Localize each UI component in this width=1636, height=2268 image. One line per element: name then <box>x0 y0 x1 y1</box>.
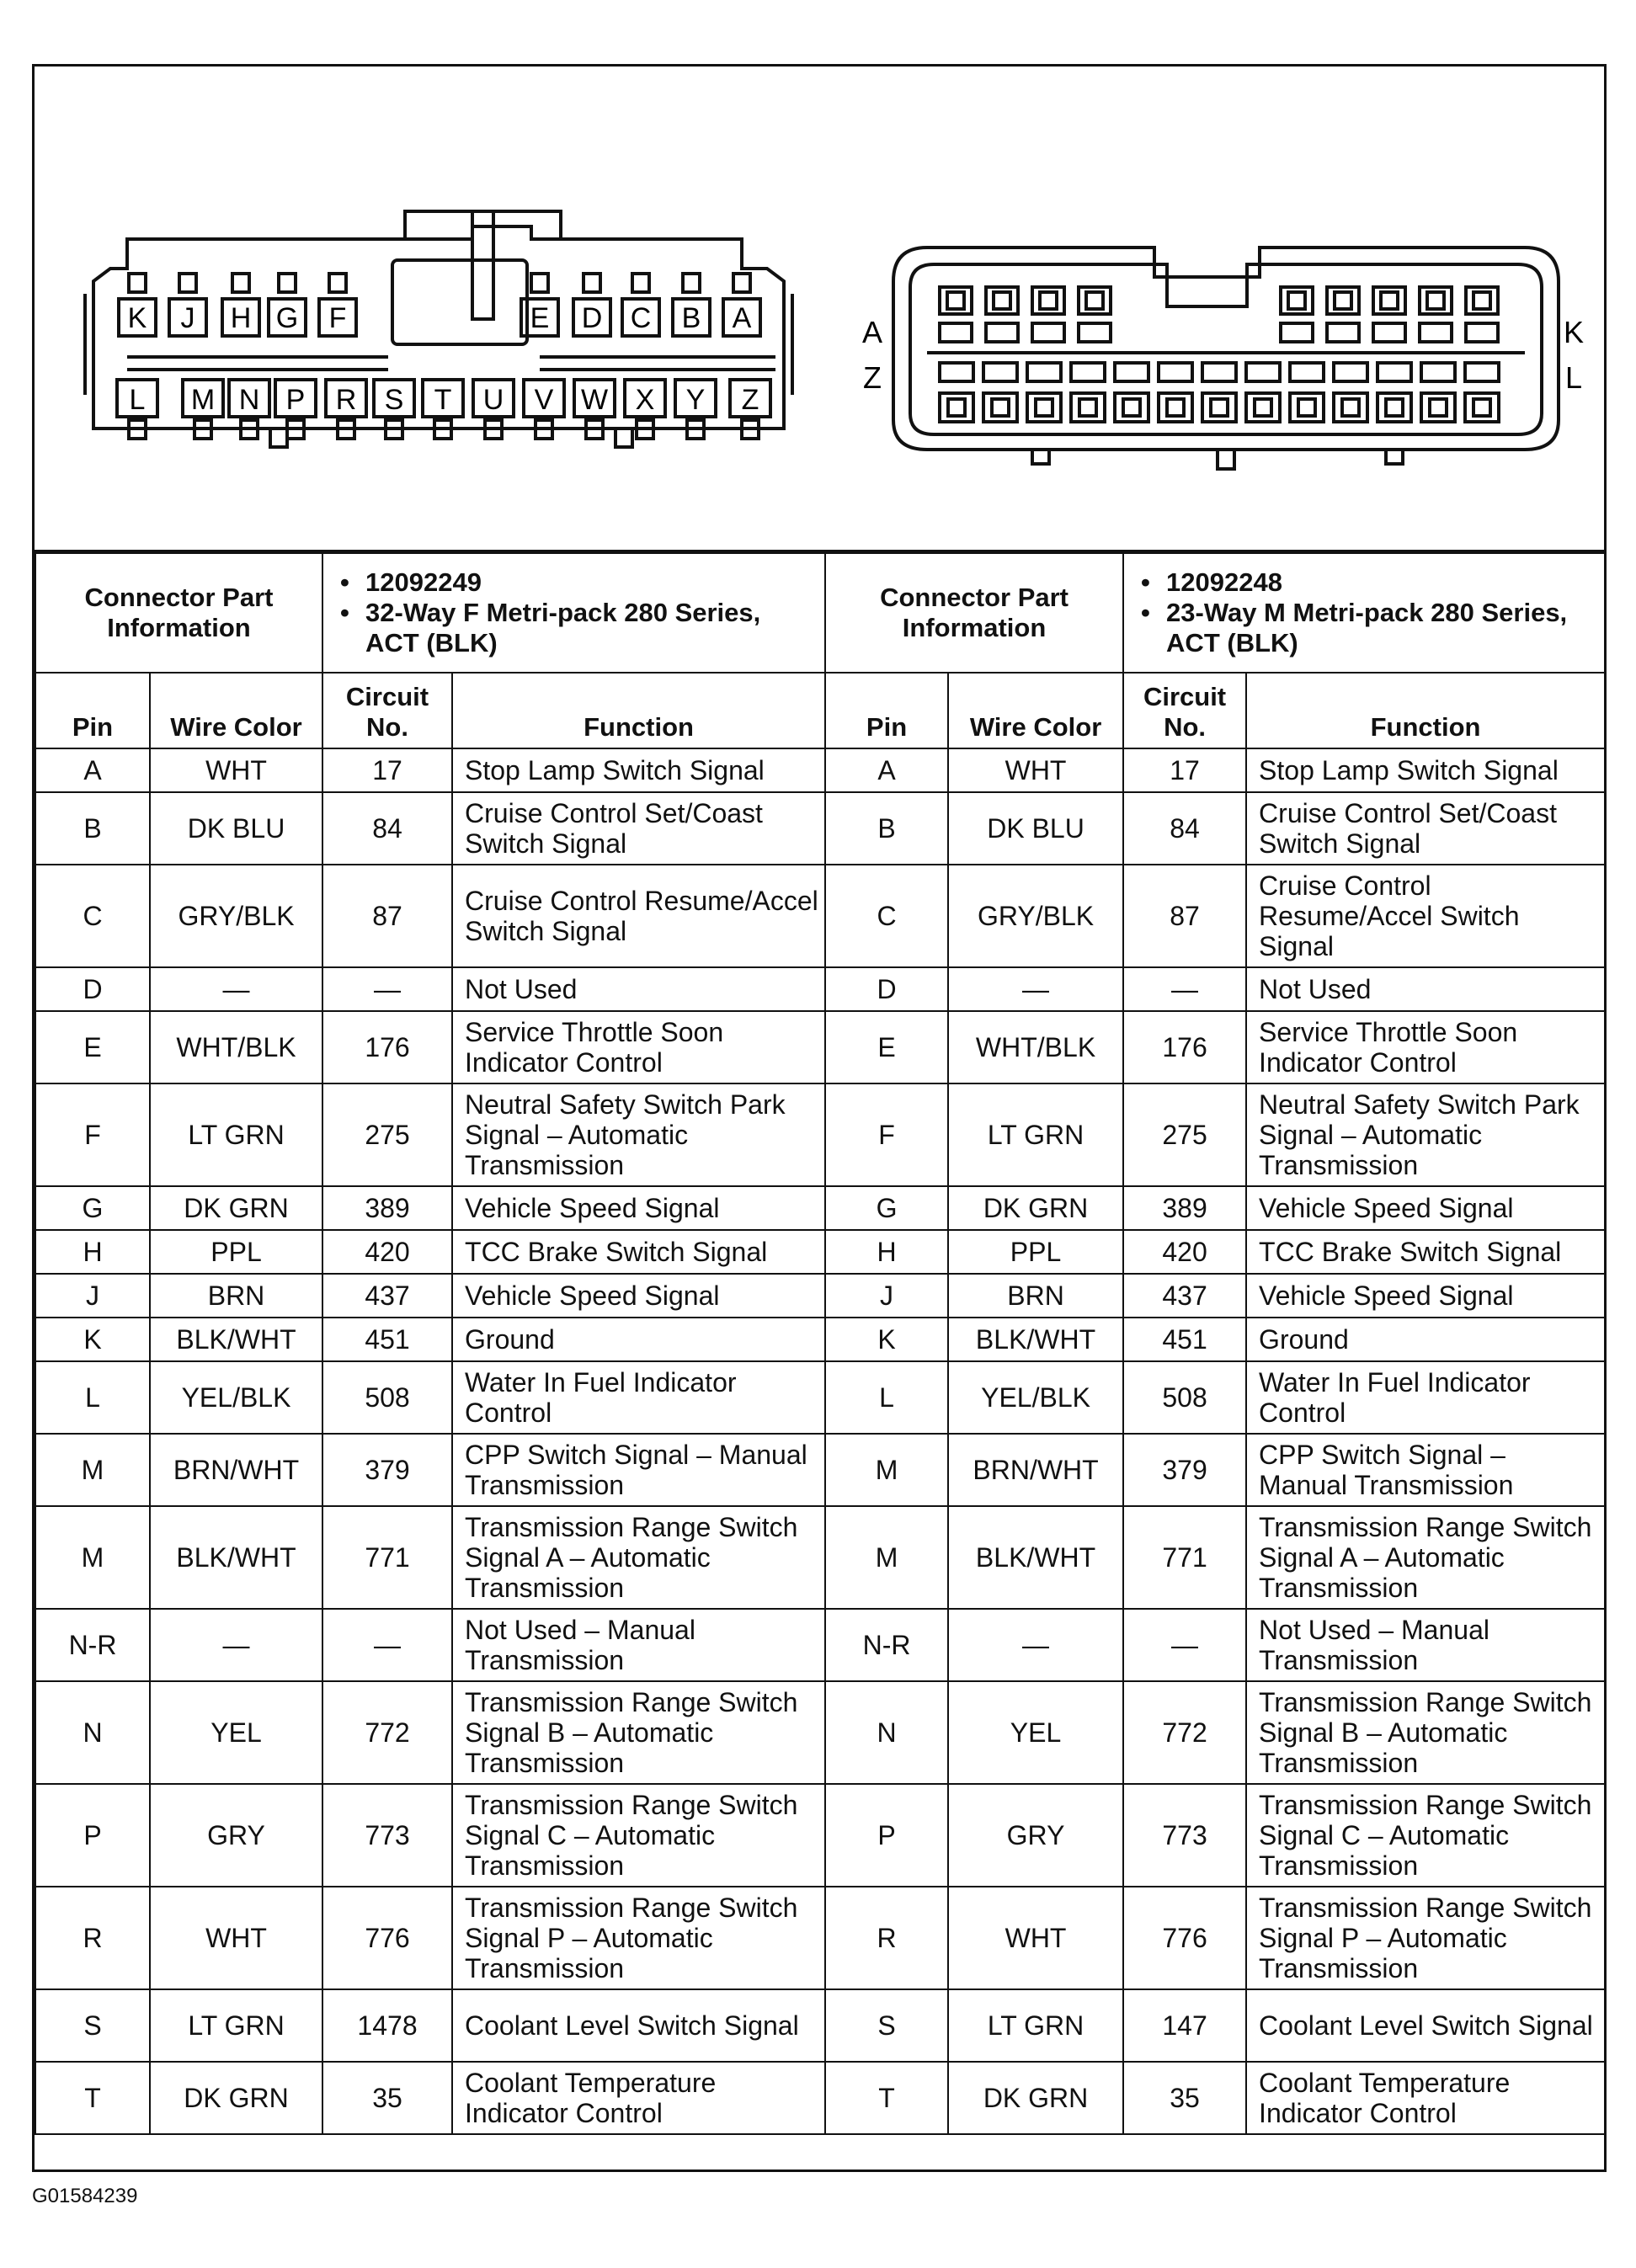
wire-color-cell-right: WHT <box>948 748 1123 792</box>
pin-label-bottom: Z <box>741 384 759 416</box>
pin-cell-right: S <box>825 1989 948 2062</box>
wire-color-cell-right: BLK/WHT <box>948 1318 1123 1361</box>
part-info-label-left: Connector Part Information <box>35 553 322 673</box>
pin-cavity-inner <box>1430 399 1447 416</box>
pin-label-bottom: P <box>285 384 306 416</box>
pin-cell-left: T <box>35 2062 150 2134</box>
circuit-cell-right: 17 <box>1123 748 1246 792</box>
function-cell-left: Neutral Safety Switch Park Signal – Automatic Transmission <box>452 1083 825 1186</box>
pin-cell-left: C <box>35 865 150 967</box>
pin-label-top: B <box>681 302 701 334</box>
pin-cell-right: H <box>825 1230 948 1274</box>
function-cell-right: Transmission Range Switch Signal P – Automatic Transmission <box>1246 1887 1605 1989</box>
pin-cell-left: P <box>35 1784 150 1887</box>
wire-color-cell-left: PPL <box>150 1230 322 1274</box>
pin-cell-left: L <box>35 1361 150 1434</box>
pin-cell-left: A <box>35 748 150 792</box>
part-description-right: • 23-Way M Metri-pack 280 Series, ACT (BLK) <box>1166 598 1599 658</box>
pin-tab-top <box>279 274 296 292</box>
pin-label-bottom: U <box>482 384 504 416</box>
pin-cavity-inner <box>1335 292 1351 309</box>
pin-cavity-inner <box>1211 399 1228 416</box>
circuit-cell-left: 771 <box>322 1506 452 1609</box>
connector-left <box>85 211 792 447</box>
circuit-cell-right: 773 <box>1123 1784 1246 1887</box>
wire-color-cell-left: BLK/WHT <box>150 1318 322 1361</box>
circuit-cell-right: 437 <box>1123 1274 1246 1318</box>
function-cell-left: Not Used <box>452 967 825 1011</box>
pin-tab-top <box>632 274 649 292</box>
pin-slot <box>1334 363 1367 381</box>
circuit-cell-right: 420 <box>1123 1230 1246 1274</box>
col-circuit-left: Circuit No. <box>322 673 452 748</box>
cavity-label-top-left: A <box>861 315 883 349</box>
pin-cell-left: B <box>35 792 150 865</box>
pin-slot <box>1115 363 1148 381</box>
pin-cell-left: S <box>35 1989 150 2062</box>
pin-slot <box>1420 323 1452 342</box>
circuit-cell-left: 379 <box>322 1434 452 1506</box>
pin-cavity-inner <box>948 399 965 416</box>
pin-cavity-inner <box>1079 399 1096 416</box>
pin-cell-left: R <box>35 1887 150 1989</box>
pin-label-top: A <box>732 302 752 334</box>
wire-color-cell-right: DK GRN <box>948 2062 1123 2134</box>
header-row-columns <box>35 673 1605 748</box>
circuit-cell-left: 508 <box>322 1361 452 1434</box>
pin-cell-left: G <box>35 1186 150 1230</box>
pin-cell-right: L <box>825 1361 948 1434</box>
pin-cell-right: D <box>825 967 948 1011</box>
pin-slot <box>940 363 973 381</box>
pin-label-top: K <box>127 302 147 334</box>
cavity-label-top-right: K <box>1563 315 1585 349</box>
pinout-rows <box>35 748 1605 2134</box>
connector-right <box>862 248 1584 469</box>
pin-cell-left: K <box>35 1318 150 1361</box>
function-cell-left: Not Used – Manual Transmission <box>452 1609 825 1681</box>
table-row <box>35 1887 1605 1989</box>
table-row <box>35 1083 1605 1186</box>
connector-right-latch <box>1167 269 1247 294</box>
table-row <box>35 967 1605 1011</box>
pin-cell-right: T <box>825 2062 948 2134</box>
pin-cell-left: D <box>35 967 150 1011</box>
function-cell-right: Not Used <box>1246 967 1605 1011</box>
circuit-cell-left: 773 <box>322 1784 452 1887</box>
pin-cell-right: G <box>825 1186 948 1230</box>
circuit-cell-left: — <box>322 1609 452 1681</box>
pin-cell-left: H <box>35 1230 150 1274</box>
circuit-cell-left: 389 <box>322 1186 452 1230</box>
wire-color-cell-left: DK GRN <box>150 1186 322 1230</box>
function-cell-right: Transmission Range Switch Signal A – Automatic Transmission <box>1246 1506 1605 1609</box>
col-circuit-right: Circuit No. <box>1123 673 1246 748</box>
function-cell-right: Vehicle Speed Signal <box>1246 1274 1605 1318</box>
pin-label-bottom: T <box>434 384 452 416</box>
col-pin-left: Pin <box>35 673 150 748</box>
circuit-cell-left: 35 <box>322 2062 452 2134</box>
function-cell-left: Stop Lamp Switch Signal <box>452 748 825 792</box>
pin-slot <box>1465 363 1499 381</box>
pin-label-top: G <box>275 302 299 334</box>
col-wire-color-right: Wire Color <box>948 673 1123 748</box>
part-info-label-right: Connector Part Information <box>825 553 1123 673</box>
wire-color-cell-left: LT GRN <box>150 1083 322 1186</box>
pin-cell-left: F <box>35 1083 150 1186</box>
wire-color-cell-left: WHT <box>150 1887 322 1989</box>
table-row <box>35 2062 1605 2134</box>
table-row <box>35 1784 1605 1887</box>
header-row-part <box>35 553 1605 673</box>
table-row <box>35 748 1605 792</box>
pin-cavity-inner <box>994 292 1010 309</box>
function-cell-left: Coolant Temperature Indicator Control <box>452 2062 825 2134</box>
pin-cell-right: R <box>825 1887 948 1989</box>
pin-slot <box>1421 363 1455 381</box>
circuit-cell-left: 275 <box>322 1083 452 1186</box>
part-info-right <box>1123 553 1605 673</box>
pin-cavity-inner <box>1086 292 1103 309</box>
wire-color-cell-right: YEL/BLK <box>948 1361 1123 1434</box>
pin-cell-left: N <box>35 1681 150 1784</box>
function-cell-left: Cruise Control Set/Coast Switch Signal <box>452 792 825 865</box>
circuit-cell-right: — <box>1123 1609 1246 1681</box>
connector-left-latch-window <box>392 260 527 344</box>
wire-color-cell-right: WHT <box>948 1887 1123 1989</box>
pin-cavity-inner <box>1298 399 1315 416</box>
connector-diagram <box>35 67 1604 550</box>
table-row <box>35 1681 1605 1784</box>
wire-color-cell-left: GRY <box>150 1784 322 1887</box>
circuit-cell-left: 84 <box>322 792 452 865</box>
pin-slot <box>1202 363 1236 381</box>
circuit-cell-right: 771 <box>1123 1506 1246 1609</box>
circuit-cell-right: — <box>1123 967 1246 1011</box>
wire-color-cell-right: — <box>948 1609 1123 1681</box>
pin-tab-top <box>329 274 346 292</box>
wire-color-cell-left: WHT <box>150 748 322 792</box>
pin-cell-right: C <box>825 865 948 967</box>
wire-color-cell-right: BRN <box>948 1274 1123 1318</box>
function-cell-left: Transmission Range Switch Signal P – Automatic Transmission <box>452 1887 825 1989</box>
connector-right-keys <box>1032 450 1403 469</box>
pin-label-bottom: X <box>635 384 655 416</box>
wire-color-cell-left: DK GRN <box>150 2062 322 2134</box>
function-cell-left: Coolant Level Switch Signal <box>452 1989 825 2062</box>
pin-label-top: E <box>530 302 550 334</box>
pin-label-bottom: S <box>384 384 404 416</box>
table-row <box>35 1609 1605 1681</box>
col-function-left: Function <box>452 673 825 748</box>
pin-slot <box>1246 363 1280 381</box>
pin-cell-right: M <box>825 1506 948 1609</box>
circuit-cell-left: 772 <box>322 1681 452 1784</box>
pin-cell-right: J <box>825 1274 948 1318</box>
connector-left-divider <box>127 357 775 370</box>
col-function-right: Function <box>1246 673 1605 748</box>
table-row <box>35 1274 1605 1318</box>
circuit-cell-right: 176 <box>1123 1011 1246 1083</box>
part-description-left: • 32-Way F Metri-pack 280 Series, ACT (BLK) <box>365 598 819 658</box>
pin-cavity-inner <box>1381 292 1398 309</box>
pin-cavity-inner <box>992 399 1009 416</box>
circuit-cell-right: 147 <box>1123 1989 1246 2062</box>
pin-tab-top <box>232 274 249 292</box>
pin-label-bottom: M <box>190 384 216 416</box>
wire-color-cell-right: GRY <box>948 1784 1123 1887</box>
part-info-left <box>322 553 825 673</box>
function-cell-left: Ground <box>452 1318 825 1361</box>
pin-cavity-inner <box>1036 399 1052 416</box>
circuit-cell-left: 17 <box>322 748 452 792</box>
pin-tab-top <box>733 274 750 292</box>
pinout-table <box>35 552 1606 2135</box>
pin-cell-right: N <box>825 1681 948 1784</box>
wire-color-cell-left: YEL <box>150 1681 322 1784</box>
pin-slot <box>1466 323 1498 342</box>
pin-tab-top <box>531 274 548 292</box>
function-cell-right: Transmission Range Switch Signal C – Automatic Transmission <box>1246 1784 1605 1887</box>
pin-cell-left: N-R <box>35 1609 150 1681</box>
wire-color-cell-left: — <box>150 967 322 1011</box>
function-cell-right: Stop Lamp Switch Signal <box>1246 748 1605 792</box>
col-pin-right: Pin <box>825 673 948 748</box>
pin-cell-right: E <box>825 1011 948 1083</box>
circuit-cell-left: 87 <box>322 865 452 967</box>
function-cell-right: Service Throttle Soon Indicator Control <box>1246 1011 1605 1083</box>
function-cell-right: Transmission Range Switch Signal B – Automatic Transmission <box>1246 1681 1605 1784</box>
pin-cavity-inner <box>1427 292 1444 309</box>
pin-label-bottom: Y <box>685 384 706 416</box>
pin-cavity-inner <box>1342 399 1359 416</box>
pin-label-bottom: R <box>335 384 357 416</box>
pin-slot <box>1027 363 1061 381</box>
connector-illustration <box>35 67 1604 552</box>
circuit-cell-right: 389 <box>1123 1186 1246 1230</box>
circuit-cell-left: 437 <box>322 1274 452 1318</box>
pin-slot <box>1071 363 1105 381</box>
wire-color-cell-left: BRN/WHT <box>150 1434 322 1506</box>
connector-right-outer-shell <box>893 248 1559 450</box>
table-row <box>35 865 1605 967</box>
pin-slot <box>1032 323 1064 342</box>
table-row <box>35 1989 1605 2062</box>
pin-tab-top <box>129 274 146 292</box>
pin-tab-top <box>683 274 700 292</box>
pin-label-top: F <box>328 302 347 334</box>
table-row <box>35 1186 1605 1230</box>
function-cell-right: Vehicle Speed Signal <box>1246 1186 1605 1230</box>
wire-color-cell-left: BLK/WHT <box>150 1506 322 1609</box>
pin-label-top: C <box>630 302 652 334</box>
circuit-cell-left: 1478 <box>322 1989 452 2062</box>
pin-cavity-inner <box>947 292 964 309</box>
pin-slot <box>1079 323 1111 342</box>
function-cell-left: Service Throttle Soon Indicator Control <box>452 1011 825 1083</box>
circuit-cell-right: 84 <box>1123 792 1246 865</box>
pin-label-top: H <box>230 302 252 334</box>
function-cell-right: TCC Brake Switch Signal <box>1246 1230 1605 1274</box>
part-number-right: • 12092248 <box>1166 567 1599 598</box>
wire-color-cell-right: BRN/WHT <box>948 1434 1123 1506</box>
function-cell-right: Not Used – Manual Transmission <box>1246 1609 1605 1681</box>
pin-label-bottom: W <box>580 384 609 416</box>
pin-cell-left: E <box>35 1011 150 1083</box>
pin-tab-top <box>584 274 600 292</box>
table-row <box>35 1434 1605 1506</box>
circuit-cell-left: 176 <box>322 1011 452 1083</box>
pin-cell-right: B <box>825 792 948 865</box>
pin-label-top: D <box>581 302 603 334</box>
pin-cavity-inner <box>1288 292 1305 309</box>
col-wire-color-left: Wire Color <box>150 673 322 748</box>
wire-color-cell-left: YEL/BLK <box>150 1361 322 1434</box>
pin-slot <box>983 363 1017 381</box>
wire-color-cell-right: PPL <box>948 1230 1123 1274</box>
function-cell-right: Cruise Control Resume/Accel Switch Signal <box>1246 865 1605 967</box>
wire-color-cell-left: LT GRN <box>150 1989 322 2062</box>
function-cell-left: Transmission Range Switch Signal B – Automatic Transmission <box>452 1681 825 1784</box>
pin-cell-left: J <box>35 1274 150 1318</box>
wire-color-cell-right: LT GRN <box>948 1989 1123 2062</box>
function-cell-left: Transmission Range Switch Signal A – Automatic Transmission <box>452 1506 825 1609</box>
cavity-label-bottom-right: L <box>1564 360 1583 395</box>
circuit-cell-right: 772 <box>1123 1681 1246 1784</box>
pin-cavity-inner <box>1386 399 1403 416</box>
pin-cell-right: F <box>825 1083 948 1186</box>
figure-code: G01584239 <box>32 2185 138 2207</box>
pin-cell-right: P <box>825 1784 948 1887</box>
pin-tab-top <box>179 274 196 292</box>
function-cell-left: Cruise Control Resume/Accel Switch Signal <box>452 865 825 967</box>
pin-cavity-inner <box>1167 399 1184 416</box>
pin-cavity-inner <box>1255 399 1271 416</box>
pin-cell-left: M <box>35 1506 150 1609</box>
function-cell-left: CPP Switch Signal – Manual Transmission <box>452 1434 825 1506</box>
pin-cavity-inner <box>1473 399 1490 416</box>
wire-color-cell-left: — <box>150 1609 322 1681</box>
pin-slot <box>1373 323 1405 342</box>
wire-color-cell-right: DK GRN <box>948 1186 1123 1230</box>
pin-cell-right: N-R <box>825 1609 948 1681</box>
function-cell-right: Coolant Level Switch Signal <box>1246 1989 1605 2062</box>
pin-cell-right: K <box>825 1318 948 1361</box>
function-cell-left: TCC Brake Switch Signal <box>452 1230 825 1274</box>
circuit-cell-left: 451 <box>322 1318 452 1361</box>
function-cell-left: Transmission Range Switch Signal C – Automatic Transmission <box>452 1784 825 1887</box>
pin-cavity-inner <box>1040 292 1057 309</box>
circuit-cell-right: 776 <box>1123 1887 1246 1989</box>
pin-cell-right: A <box>825 748 948 792</box>
circuit-cell-right: 35 <box>1123 2062 1246 2134</box>
pin-cell-left: M <box>35 1434 150 1506</box>
circuit-cell-left: — <box>322 967 452 1011</box>
circuit-cell-right: 379 <box>1123 1434 1246 1506</box>
pin-slot <box>1378 363 1411 381</box>
circuit-cell-right: 451 <box>1123 1318 1246 1361</box>
wire-color-cell-left: DK BLU <box>150 792 322 865</box>
function-cell-left: Vehicle Speed Signal <box>452 1186 825 1230</box>
circuit-cell-right: 508 <box>1123 1361 1246 1434</box>
pin-slot <box>1159 363 1192 381</box>
table-row <box>35 1011 1605 1083</box>
circuit-cell-left: 420 <box>322 1230 452 1274</box>
table-row <box>35 1230 1605 1274</box>
circuit-cell-right: 275 <box>1123 1083 1246 1186</box>
function-cell-right: Neutral Safety Switch Park Signal – Automatic Transmission <box>1246 1083 1605 1186</box>
pin-slot <box>1327 323 1359 342</box>
wire-color-cell-right: LT GRN <box>948 1083 1123 1186</box>
wire-color-cell-right: BLK/WHT <box>948 1506 1123 1609</box>
wire-color-cell-left: BRN <box>150 1274 322 1318</box>
part-number-left: • 12092249 <box>365 567 819 598</box>
wire-color-cell-right: GRY/BLK <box>948 865 1123 967</box>
pin-slot <box>1281 323 1313 342</box>
pin-cavity-inner <box>1473 292 1490 309</box>
function-cell-left: Vehicle Speed Signal <box>452 1274 825 1318</box>
table-row <box>35 1361 1605 1434</box>
pin-label-bottom: V <box>534 384 554 416</box>
document-sheet <box>32 64 1607 2172</box>
wire-color-cell-left: WHT/BLK <box>150 1011 322 1083</box>
wire-color-cell-left: GRY/BLK <box>150 865 322 967</box>
pin-cavity-inner <box>1123 399 1140 416</box>
function-cell-right: Coolant Temperature Indicator Control <box>1246 2062 1605 2134</box>
pin-slot <box>940 323 972 342</box>
pin-slot <box>1290 363 1324 381</box>
function-cell-right: Water In Fuel Indicator Control <box>1246 1361 1605 1434</box>
cavity-label-bottom-left: Z <box>863 360 882 395</box>
function-cell-right: Ground <box>1246 1318 1605 1361</box>
table-row <box>35 1506 1605 1609</box>
pin-label-bottom: N <box>238 384 260 416</box>
wire-color-cell-right: WHT/BLK <box>948 1011 1123 1083</box>
function-cell-right: CPP Switch Signal – Manual Transmission <box>1246 1434 1605 1506</box>
pin-slot <box>986 323 1018 342</box>
table-row <box>35 792 1605 865</box>
wire-color-cell-right: YEL <box>948 1681 1123 1784</box>
wire-color-cell-right: — <box>948 967 1123 1011</box>
function-cell-left: Water In Fuel Indicator Control <box>452 1361 825 1434</box>
circuit-cell-right: 87 <box>1123 865 1246 967</box>
table-row <box>35 1318 1605 1361</box>
function-cell-right: Cruise Control Set/Coast Switch Signal <box>1246 792 1605 865</box>
wire-color-cell-right: DK BLU <box>948 792 1123 865</box>
pin-label-top: J <box>180 302 195 334</box>
pin-cell-right: M <box>825 1434 948 1506</box>
circuit-cell-left: 776 <box>322 1887 452 1989</box>
pin-label-bottom: L <box>129 384 146 416</box>
